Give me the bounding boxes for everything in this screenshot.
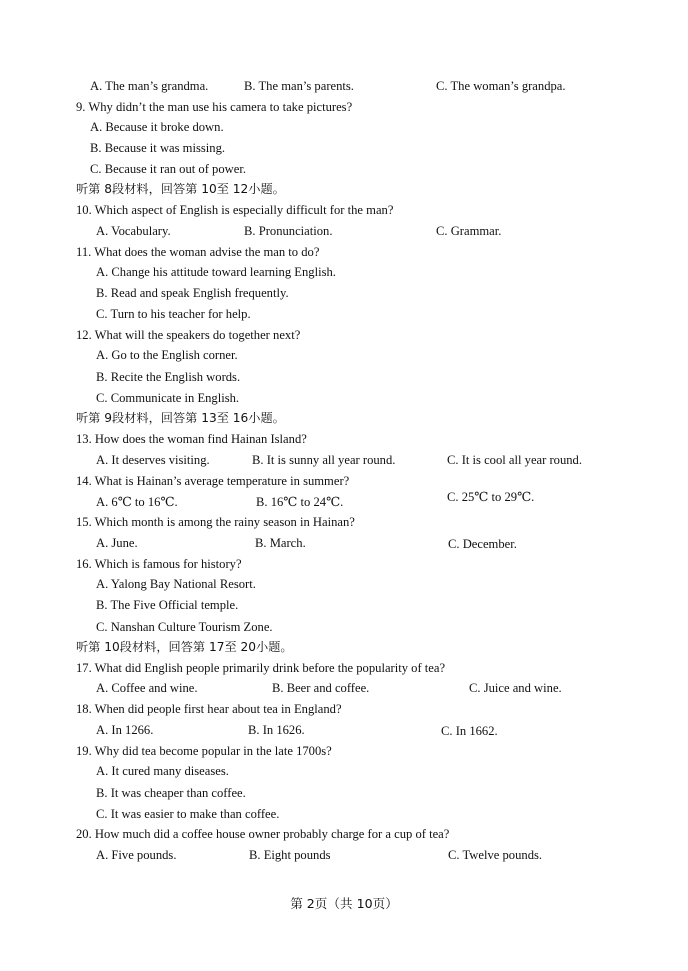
q12-option-c: C. Communicate in English. [96, 391, 240, 405]
q13-option-b: B. It is sunny all year round. [252, 453, 396, 467]
q10-option-c: C. Grammar. [436, 224, 502, 238]
q15-option-a: A. June. [96, 536, 138, 550]
q14-option-a: A. 6℃ to 16℃. [96, 495, 178, 509]
q10-option-a: A. Vocabulary. [96, 224, 171, 238]
q14-option-b: B. 16℃ to 24℃. [256, 495, 344, 509]
section-heading-9: 听第 9段材料，回答第 13至 16小题。 [76, 411, 285, 425]
q10-stem: 10. Which aspect of English is especially difficult for the man? [76, 203, 394, 217]
q17-stem: 17. What did English people primarily drink before the popularity of tea? [76, 661, 446, 675]
q17-option-b: B. Beer and coffee. [272, 681, 370, 695]
q16-option-c: C. Nanshan Culture Tourism Zone. [96, 620, 273, 634]
q11-option-a: A. Change his attitude toward learning English. [96, 265, 336, 279]
q16-option-b: B. The Five Official temple. [96, 598, 239, 612]
q18-option-a: A. In 1266. [96, 723, 154, 737]
q8-option-c: C. The woman’s grandpa. [436, 79, 566, 93]
q17-option-a: A. Coffee and wine. [96, 681, 198, 695]
q11-option-c: C. Turn to his teacher for help. [96, 307, 251, 321]
q15-option-b: B. March. [255, 536, 306, 550]
q15-option-c: C. December. [448, 537, 517, 551]
q9-option-a: A. Because it broke down. [90, 120, 224, 134]
q19-option-b: B. It was cheaper than coffee. [96, 786, 246, 800]
q12-stem: 12. What will the speakers do together next? [76, 328, 301, 342]
q9-option-c: C. Because it ran out of power. [90, 162, 246, 176]
q13-option-c: C. It is cool all year round. [447, 453, 583, 467]
q19-option-a: A. It cured many diseases. [96, 764, 229, 778]
q11-option-b: B. Read and speak English frequently. [96, 286, 289, 300]
q18-stem: 18. When did people first hear about tea in England? [76, 702, 342, 716]
q19-stem: 19. Why did tea become popular in the late 1700s? [76, 744, 332, 758]
q14-option-c: C. 25℃ to 29℃. [447, 490, 535, 504]
q16-stem: 16. Which is famous for history? [76, 557, 242, 571]
q16-option-a: A. Yalong Bay National Resort. [96, 577, 256, 591]
q20-option-c: C. Twelve pounds. [448, 848, 543, 862]
section-heading-8: 听第 8段材料，回答第 10至 12小题。 [76, 182, 285, 196]
page-number-footer: 第 2页（共 10页） [290, 896, 398, 911]
q9-option-b: B. Because it was missing. [90, 141, 226, 155]
q19-option-c: C. It was easier to make than coffee. [96, 807, 280, 821]
q8-option-a: A. The man’s grandma. [90, 79, 209, 93]
q20-option-b: B. Eight pounds [249, 848, 331, 862]
q18-option-b: B. In 1626. [248, 723, 305, 737]
q12-option-b: B. Recite the English words. [96, 370, 241, 384]
q17-option-c: C. Juice and wine. [469, 681, 562, 695]
q12-option-a: A. Go to the English corner. [96, 348, 238, 362]
q15-stem: 15. Which month is among the rainy season in Hainan? [76, 515, 355, 529]
q18-option-c: C. In 1662. [441, 724, 498, 738]
q20-stem: 20. How much did a coffee house owner probably charge for a cup of tea? [76, 827, 450, 841]
q9-stem: 9. Why didn’t the man use his camera to take pictures? [76, 100, 353, 114]
q14-stem: 14. What is Hainan’s average temperature in summer? [76, 474, 350, 488]
q10-option-b: B. Pronunciation. [244, 224, 333, 238]
q11-stem: 11. What does the woman advise the man to do? [76, 245, 320, 259]
q13-option-a: A. It deserves visiting. [96, 453, 210, 467]
q13-stem: 13. How does the woman find Hainan Island? [76, 432, 307, 446]
q20-option-a: A. Five pounds. [96, 848, 177, 862]
q8-option-b: B. The man’s parents. [244, 79, 354, 93]
section-heading-10: 听第 10段材料，回答第 17至 20小题。 [76, 640, 293, 654]
